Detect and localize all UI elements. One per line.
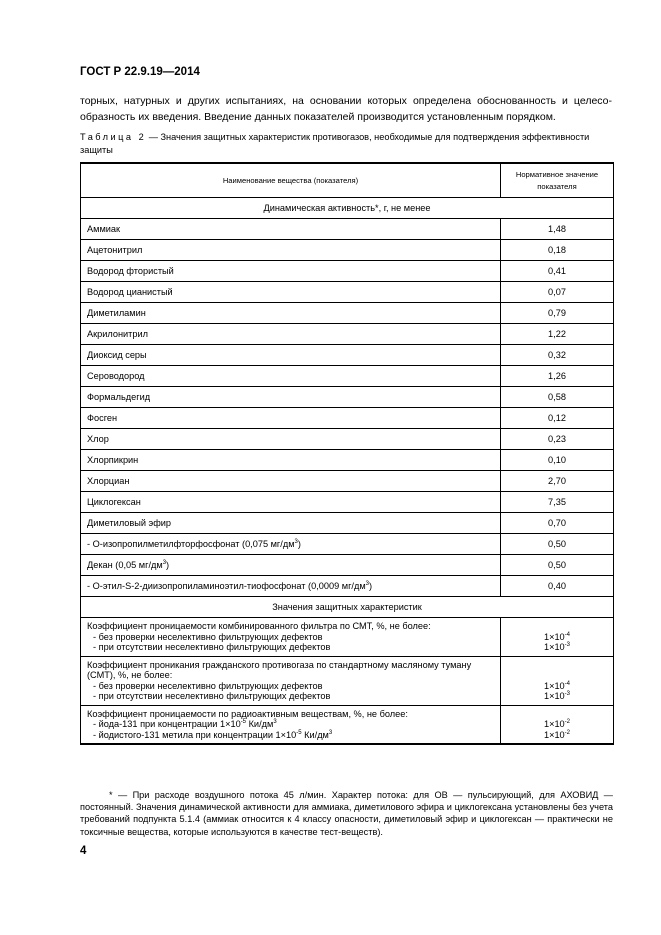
section-protective-characteristics bbox=[81, 597, 614, 618]
coefficient-item: - при отсутствии неселективно фильтрующих дефектов bbox=[93, 691, 331, 701]
substance-name: Диоксид серы bbox=[81, 345, 501, 366]
unit-exponent: 3 bbox=[294, 538, 298, 545]
substance-value: 0,23 bbox=[501, 429, 614, 450]
substance-value: 0,70 bbox=[501, 513, 614, 534]
substance-value: 1,22 bbox=[501, 324, 614, 345]
intro-paragraph: торных, натурных и других испытаниях, на основании которых определена обоснованность и целесообразность их введения. Введение данных показателей производится установленным порядком. bbox=[80, 95, 612, 123]
substance-value: 0,32 bbox=[501, 345, 614, 366]
coefficient-title: Коэффициент проникания гражданского противогаза по стандартному масляному туману (СМТ), %, не более: bbox=[87, 659, 472, 680]
table-row bbox=[81, 324, 614, 345]
coefficient-item: - без проверки неселективно фильтрующих дефектов bbox=[93, 680, 323, 691]
substance-name-tail: ) bbox=[369, 581, 373, 591]
unit-exponent: 3 bbox=[162, 559, 167, 566]
value-exponent: -2 bbox=[564, 718, 571, 725]
coefficient-description bbox=[81, 618, 501, 657]
coefficient-values bbox=[501, 656, 614, 705]
substance-name: Фосген bbox=[81, 408, 501, 429]
value-exponent: -4 bbox=[564, 631, 571, 638]
coefficient-item: - без проверки неселективно фильтрующих дефектов bbox=[93, 631, 323, 642]
substance-name bbox=[81, 576, 501, 597]
coefficient-value bbox=[507, 632, 607, 643]
value-exponent: -2 bbox=[564, 729, 571, 736]
coefficient-item: - при отсутствии неселективно фильтрующих дефектов bbox=[93, 642, 331, 652]
value-base: 1×10 bbox=[543, 680, 565, 691]
substance-name: Сероводород bbox=[81, 366, 501, 387]
item-text: - йодистого-131 метила при концентрации 1×10 bbox=[93, 729, 297, 740]
coefficient-description bbox=[81, 705, 501, 744]
item-text: - йода-131 при концентрации 1×10 bbox=[93, 719, 241, 729]
substance-name: Акрилонитрил bbox=[81, 324, 501, 345]
substance-name: Диметиламин bbox=[81, 303, 501, 324]
table-caption-text: — Значения защитных характеристик противогазов, необходимые для подтверждения эффективности защиты bbox=[80, 132, 590, 155]
value-base: 1×10 bbox=[543, 691, 565, 701]
substance-name-text: Декан (0,05 мг/дм bbox=[87, 560, 163, 570]
substance-value: 0,07 bbox=[501, 282, 614, 303]
value-base: 1×10 bbox=[543, 719, 565, 729]
substance-value: 0,50 bbox=[501, 555, 614, 576]
coefficient-description bbox=[81, 656, 501, 705]
table-header-row bbox=[81, 163, 614, 198]
section-title: Динамическая активность*, г, не менее bbox=[81, 198, 614, 219]
item-exponent: -5 bbox=[240, 718, 247, 725]
unit-exponent: 3 bbox=[273, 718, 277, 725]
substance-name: Ацетонитрил bbox=[81, 240, 501, 261]
table-row bbox=[81, 471, 614, 492]
table-row bbox=[81, 261, 614, 282]
substance-name: Диметиловый эфир bbox=[81, 513, 501, 534]
substance-name: Водород цианистый bbox=[81, 282, 501, 303]
item-unit: Ки/дм bbox=[301, 729, 329, 740]
substance-name bbox=[81, 534, 501, 555]
substance-value: 0,41 bbox=[501, 261, 614, 282]
value-base: 1×10 bbox=[543, 642, 565, 652]
substance-value: 1,48 bbox=[501, 219, 614, 240]
substance-value: 7,35 bbox=[501, 492, 614, 513]
table-row bbox=[81, 408, 614, 429]
value-exponent: -3 bbox=[564, 641, 571, 648]
coefficient-value bbox=[507, 681, 607, 692]
coefficient-item bbox=[87, 719, 494, 730]
table-row bbox=[81, 387, 614, 408]
item-exponent: -5 bbox=[296, 729, 302, 736]
coefficient-value bbox=[507, 691, 607, 702]
table-row bbox=[81, 240, 614, 261]
substance-name-text: - О-этил-S-2-диизопропиламиноэтил-тиофосфонат (0,0009 мг/дм bbox=[87, 581, 366, 591]
table-row bbox=[81, 576, 614, 597]
coefficient-title: Коэффициент проницаемости по радиоактивным веществам, %, не более: bbox=[87, 708, 408, 719]
coefficient-item bbox=[87, 730, 494, 741]
substance-value: 0,79 bbox=[501, 303, 614, 324]
table-row bbox=[81, 492, 614, 513]
substance-value: 0,40 bbox=[501, 576, 614, 597]
substance-value: 0,10 bbox=[501, 450, 614, 471]
item-unit: Ки/дм bbox=[246, 719, 274, 729]
column-header-name: Наименование вещества (показателя) bbox=[81, 163, 501, 198]
protective-characteristics-table bbox=[80, 162, 614, 745]
unit-exponent: 3 bbox=[365, 580, 369, 587]
table-row-coefficient-3 bbox=[81, 705, 614, 744]
substance-name: Аммиак bbox=[81, 219, 501, 240]
value-exponent: -4 bbox=[564, 680, 571, 687]
coefficient-value bbox=[507, 642, 607, 653]
table-row bbox=[81, 513, 614, 534]
unit-exponent: 3 bbox=[328, 729, 333, 736]
table-row bbox=[81, 555, 614, 576]
table-row-coefficient-2 bbox=[81, 656, 614, 705]
value-exponent: -3 bbox=[564, 690, 571, 697]
table-caption bbox=[80, 131, 612, 157]
table-row bbox=[81, 345, 614, 366]
substance-value: 0,58 bbox=[501, 387, 614, 408]
substance-value: 2,70 bbox=[501, 471, 614, 492]
table-caption-label: Таблица 2 bbox=[80, 132, 147, 142]
substance-name: Хлорциан bbox=[81, 471, 501, 492]
value-base: 1×10 bbox=[543, 631, 565, 642]
substance-name: Хлорпикрин bbox=[81, 450, 501, 471]
coefficient-value bbox=[507, 719, 607, 730]
table-row bbox=[81, 366, 614, 387]
substance-name: Формальдегид bbox=[81, 387, 501, 408]
table-row-coefficient-1 bbox=[81, 618, 614, 657]
value-base: 1×10 bbox=[543, 729, 565, 740]
substance-name: Циклогексан bbox=[81, 492, 501, 513]
coefficient-values bbox=[501, 705, 614, 744]
substance-name: Водород фтористый bbox=[81, 261, 501, 282]
substance-value: 0,12 bbox=[501, 408, 614, 429]
substance-value: 0,18 bbox=[501, 240, 614, 261]
document-header: ГОСТ Р 22.9.19—2014 bbox=[80, 66, 200, 78]
table-row bbox=[81, 429, 614, 450]
table-row bbox=[81, 534, 614, 555]
substance-name bbox=[81, 555, 501, 576]
table-footnote: * — При расходе воздушного потока 45 л/мин. Характер потока: для ОВ — пульсирующий, для АХОВИД — постоянный. Значения динамической активности для аммиака, диметилового эфира и циклогексана установлены без учета требований подпункта 5.1.4 (аммиак относится к 4 классу опасности, диметиловый эфир и циклогексан — практически не токсичные вещества, которые используются в качестве тест-веществ). bbox=[80, 790, 613, 837]
substance-name-text: - О-изопропилметилфторфосфонат (0,075 мг/дм bbox=[87, 539, 295, 549]
table-row bbox=[81, 450, 614, 471]
substance-value: 0,50 bbox=[501, 534, 614, 555]
substance-name-tail: ) bbox=[166, 560, 170, 570]
section-title: Значения защитных характеристик bbox=[81, 597, 614, 618]
table-row bbox=[81, 282, 614, 303]
substance-name: Хлор bbox=[81, 429, 501, 450]
page-number: 4 bbox=[80, 845, 87, 857]
substance-name-tail: ) bbox=[297, 539, 301, 549]
section-dynamic-activity bbox=[81, 198, 614, 219]
coefficient-values bbox=[501, 618, 614, 657]
table-row bbox=[81, 303, 614, 324]
column-header-value: Нормативное значение показателя bbox=[501, 163, 614, 198]
substance-value: 1,26 bbox=[501, 366, 614, 387]
coefficient-value bbox=[507, 730, 607, 741]
table-row bbox=[81, 219, 614, 240]
coefficient-title: Коэффициент проницаемости комбинированного фильтра по СМТ, %, не более: bbox=[87, 621, 431, 631]
